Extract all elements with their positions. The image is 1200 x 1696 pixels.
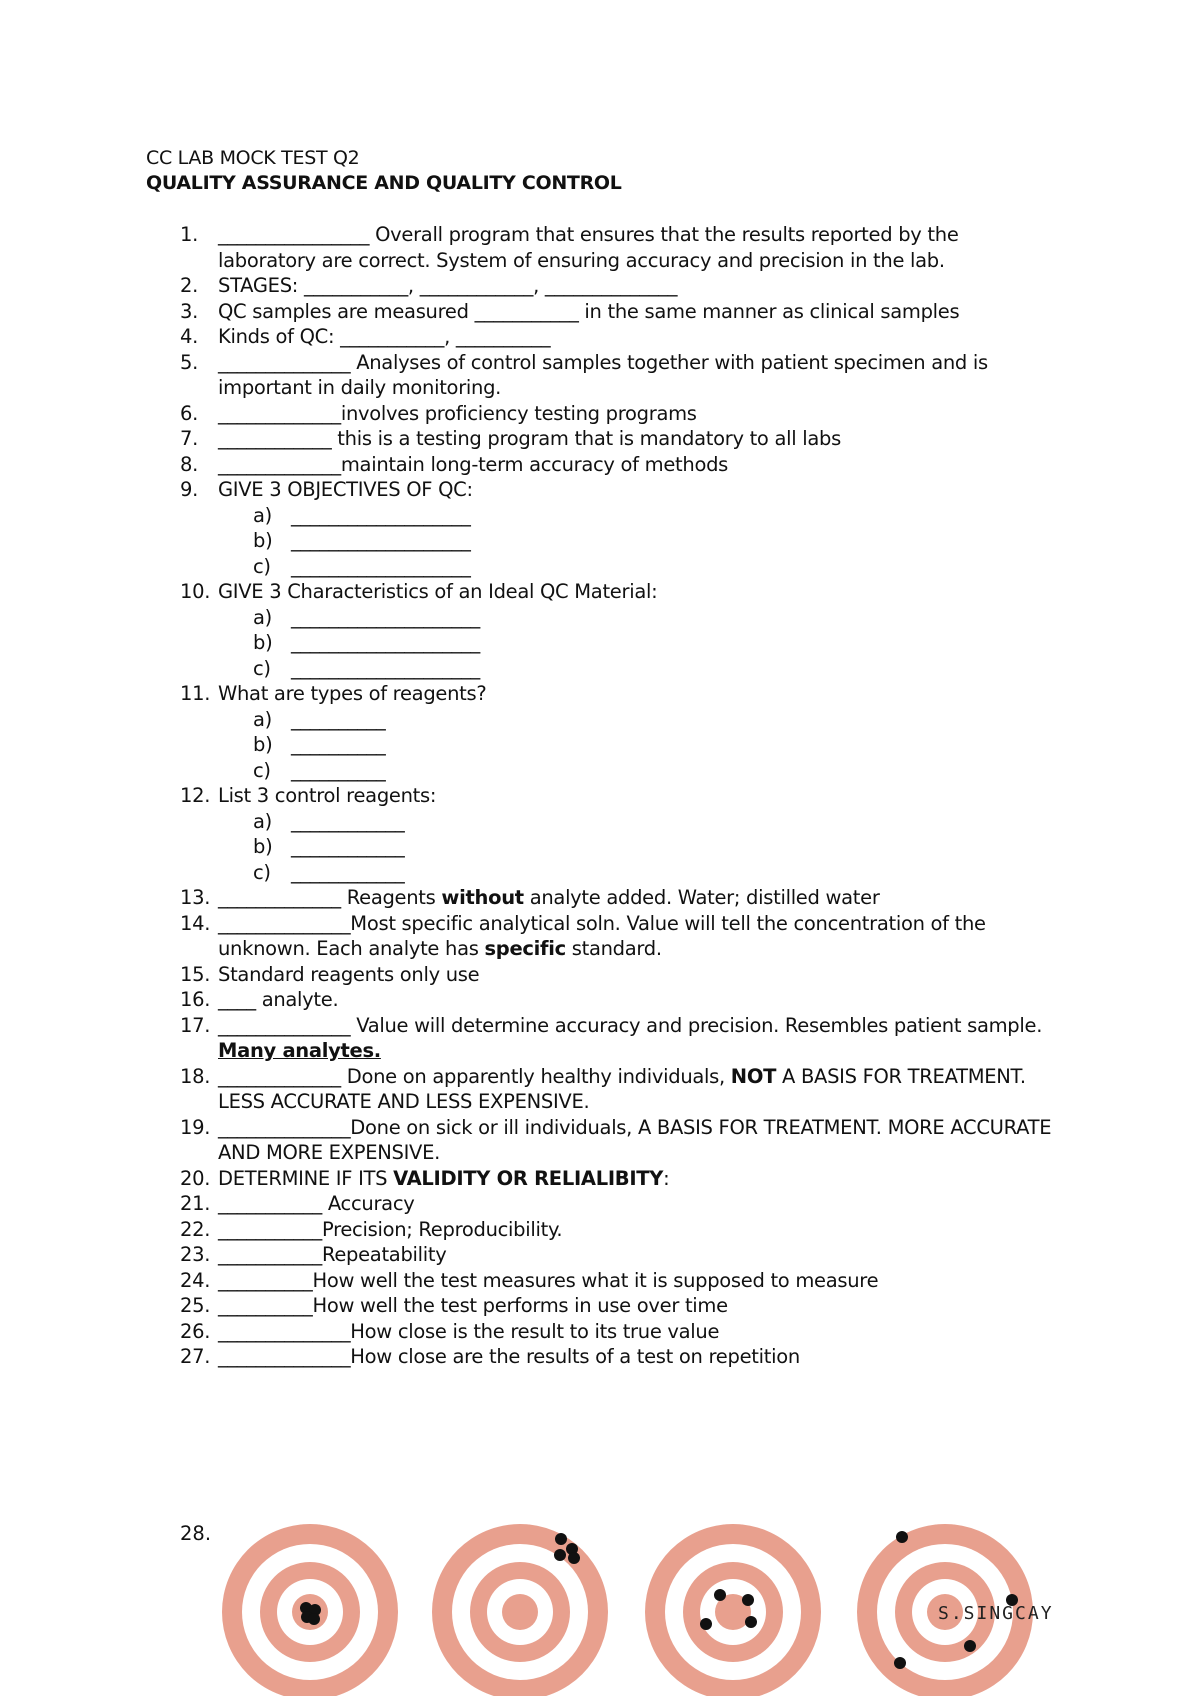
question-item (180, 681, 1060, 707)
question-text-part: A BASIS FOR TREATMENT. LESS ACCURATE AND LESS EXPENSIVE. (218, 1064, 1026, 1113)
question-text-part: __________How well the test performs in use over time (218, 1294, 728, 1317)
target-1 (222, 1524, 398, 1696)
question-text (218, 1345, 800, 1368)
question-text-part: Kinds of QC: ___________, __________ (218, 325, 551, 348)
question-number: 9. (180, 478, 199, 501)
question-item (180, 1242, 1060, 1268)
question-text-part: _____________ Reagents (218, 886, 442, 909)
question-item (180, 1293, 1060, 1319)
question-number: 22. (180, 1217, 211, 1241)
question-text-part: List 3 control reagents: (218, 784, 437, 807)
target-diagrams (0, 1500, 1200, 1696)
sub-item-letter: b) (253, 835, 273, 858)
question-number: 7. (180, 427, 199, 450)
target-2 (432, 1524, 608, 1696)
author-signature: S.SINGCAY (938, 1603, 1054, 1624)
question-text (218, 223, 959, 272)
question-text (218, 1167, 669, 1190)
question-text-part: GIVE 3 Characteristics of an Ideal QC Material: (218, 580, 658, 603)
question-text-part: ______________How close is the result to its true value (218, 1319, 720, 1343)
question-number: 26. (180, 1319, 211, 1343)
answer-line (253, 707, 1060, 733)
question-item (180, 1013, 1060, 1064)
question-text (218, 963, 479, 986)
question-text-part: DETERMINE IF ITS (218, 1166, 394, 1190)
question-number: 2. (180, 274, 199, 297)
question-text (218, 580, 657, 603)
question-number: 24. (180, 1268, 211, 1292)
shot-dot (700, 1618, 712, 1630)
answer-blank: ___________________ (291, 529, 471, 552)
question-text-part: ___________ Accuracy (218, 1192, 415, 1215)
question-item (180, 1166, 1060, 1192)
sub-item-letter: a) (253, 707, 272, 731)
answer-blank: ____________ (291, 835, 405, 858)
question-text-part: _____________maintain long-term accuracy of methods (218, 452, 729, 476)
question-item (180, 299, 1060, 325)
question-list (180, 222, 1060, 1370)
question-text-part: ______________Most specific analytical soln. Value will tell the concentration of the unknown. Each analyte has (218, 911, 986, 960)
question-text (218, 1218, 562, 1241)
question-text-part: ____ analyte. (218, 988, 339, 1011)
question-text (218, 1243, 446, 1266)
answer-blank: __________ (291, 733, 386, 756)
question-number: 13. (180, 886, 211, 909)
question-item (180, 1191, 1060, 1217)
shot-dot (964, 1640, 976, 1652)
question-item (180, 885, 1060, 911)
answer-line (253, 503, 1060, 529)
question-number: 25. (180, 1294, 211, 1317)
question-text (218, 453, 728, 476)
question-text (218, 886, 880, 909)
shot-dot (742, 1594, 754, 1606)
question-text-part: ____________ this is a testing program that is mandatory to all labs (218, 427, 841, 450)
question-number: 15. (180, 962, 211, 986)
question-text-part: ___________Precision; Reproducibility. (218, 1217, 563, 1241)
question-item (180, 350, 1060, 401)
question-text-part: analyte added. Water; distilled water (523, 886, 880, 909)
question-text (218, 1065, 1026, 1114)
sub-item-letter: c) (253, 656, 271, 680)
question-number: 8. (180, 452, 199, 476)
emphasized-text: Many analytes. (218, 1039, 381, 1062)
question-number: 16. (180, 988, 211, 1011)
shot-dot (555, 1533, 567, 1545)
answer-blank: ____________________ (291, 631, 481, 654)
question-number: 19. (180, 1115, 211, 1139)
question-text (218, 1014, 1042, 1063)
question-number: 12. (180, 784, 211, 807)
question-number: 21. (180, 1192, 211, 1215)
sub-item-letter: c) (253, 554, 271, 578)
emphasized-text: NOT (730, 1064, 777, 1088)
question-item (180, 324, 1060, 350)
question-text (218, 1116, 1051, 1165)
question-text (218, 682, 486, 705)
question-item (180, 911, 1060, 962)
emphasized-text: without (441, 886, 524, 909)
question-item (180, 222, 1060, 273)
question-text-part: _____________ Done on apparently healthy individuals, (218, 1064, 731, 1088)
sub-item-letter: c) (253, 860, 271, 884)
question-item (180, 401, 1060, 427)
shot-dot (894, 1657, 906, 1669)
emphasized-text: VALIDITY OR RELIALIBITY (393, 1166, 664, 1190)
question-number: 1. (180, 223, 199, 246)
question-text-part: What are types of reagents? (218, 682, 487, 705)
sub-item-letter: b) (253, 733, 273, 756)
answer-blank: ____________________ (291, 605, 481, 629)
question-text (218, 325, 550, 348)
answer-blank: ____________ (291, 809, 405, 833)
sub-item-letter: a) (253, 605, 272, 629)
question-item (180, 1319, 1060, 1345)
question-item (180, 1115, 1060, 1166)
question-text (218, 784, 436, 807)
shot-dot (554, 1549, 566, 1561)
question-text (218, 1320, 719, 1343)
question-number: 23. (180, 1243, 211, 1266)
sub-item-letter: b) (253, 631, 273, 654)
question-item (180, 987, 1060, 1013)
answer-line (253, 732, 1060, 758)
question-text (218, 427, 841, 450)
answer-line (253, 656, 1060, 682)
question-text-part: ________________ Overall program that ensures that the results reported by the laboratory are correct. System of ensuring accuracy and precision in the lab. (218, 223, 959, 272)
question-item (180, 1344, 1060, 1370)
question-text-part: QC samples are measured ___________ in the same manner as clinical samples (218, 299, 960, 323)
answer-line (253, 605, 1060, 631)
sub-item-letter: a) (253, 809, 272, 833)
emphasized-text: specific (484, 937, 566, 960)
question-number: 6. (180, 401, 199, 425)
shot-dot (745, 1616, 757, 1628)
test-title: CC LAB MOCK TEST Q2 (146, 147, 360, 169)
question-number: 4. (180, 325, 199, 348)
question-text (218, 1294, 728, 1317)
question-number: 20. (180, 1166, 211, 1190)
question-text (218, 988, 338, 1011)
question-text (218, 478, 473, 501)
question-text-part: _____________involves proficiency testing programs (218, 401, 697, 425)
sub-item-letter: b) (253, 529, 273, 552)
question-text (218, 300, 959, 323)
answer-blank: __________ (291, 707, 386, 731)
question-number: 3. (180, 299, 199, 323)
question-item (180, 273, 1060, 299)
answer-line (253, 758, 1060, 784)
answer-blank: ____________________ (291, 656, 481, 680)
answer-blank: ___________________ (291, 554, 471, 578)
question-text-part: ______________ Value will determine accuracy and precision. Resembles patient sample. (218, 1013, 1043, 1037)
question-item (180, 962, 1060, 988)
answer-line (253, 528, 1060, 554)
section-title: QUALITY ASSURANCE AND QUALITY CONTROL (146, 172, 622, 194)
question-item (180, 426, 1060, 452)
question-text-part: ______________Done on sick or ill individuals, A BASIS FOR TREATMENT. MORE ACCURATE AND MORE EXPENSIVE. (218, 1115, 1052, 1164)
question-item (180, 452, 1060, 478)
question-text-part: __________How well the test measures what it is supposed to measure (218, 1268, 879, 1292)
shot-dot (714, 1589, 726, 1601)
question-item (180, 1268, 1060, 1294)
question-text (218, 1192, 414, 1215)
question-item (180, 783, 1060, 809)
question-text (218, 351, 988, 400)
question-item (180, 1064, 1060, 1115)
question-number: 10. (180, 580, 211, 603)
sub-item-letter: a) (253, 503, 272, 527)
question-text (218, 402, 697, 425)
question-item (180, 579, 1060, 605)
question-text-part: ___________Repeatability (218, 1243, 447, 1266)
answer-line (253, 809, 1060, 835)
question-text (218, 274, 677, 297)
question-item (180, 1217, 1060, 1243)
question-number: 5. (180, 350, 199, 374)
answer-blank: __________ (291, 758, 386, 782)
question-text-part: ______________ Analyses of control samples together with patient specimen and is important in daily monitoring. (218, 350, 988, 399)
answer-blank: ___________________ (291, 503, 471, 527)
question-text-part: GIVE 3 OBJECTIVES OF QC: (218, 478, 473, 501)
shot-dot (896, 1531, 908, 1543)
answer-line (253, 630, 1060, 656)
question-number: 14. (180, 911, 211, 935)
question-28-number: 28. (180, 1522, 212, 1545)
question-text-part: STAGES: ___________, ____________, ______________ (218, 274, 678, 297)
sub-item-letter: c) (253, 758, 271, 782)
question-number: 27. (180, 1345, 211, 1368)
question-text-part: ______________How close are the results of a test on repetition (218, 1345, 800, 1368)
question-text-part: Standard reagents only use (218, 962, 480, 986)
answer-line (253, 860, 1060, 886)
question-text (218, 1269, 878, 1292)
answer-blank: ____________ (291, 860, 405, 884)
question-number: 17. (180, 1013, 211, 1037)
question-text-part: standard. (565, 937, 662, 960)
question-text-part: : (663, 1166, 670, 1190)
target-ring (502, 1594, 538, 1630)
question-number: 11. (180, 682, 211, 705)
question-item (180, 477, 1060, 503)
question-number: 18. (180, 1064, 211, 1088)
answer-line (253, 834, 1060, 860)
answer-line (253, 554, 1060, 580)
question-text (218, 912, 986, 961)
target-3 (645, 1524, 821, 1696)
shot-dot (308, 1613, 320, 1625)
shot-dot (568, 1552, 580, 1564)
